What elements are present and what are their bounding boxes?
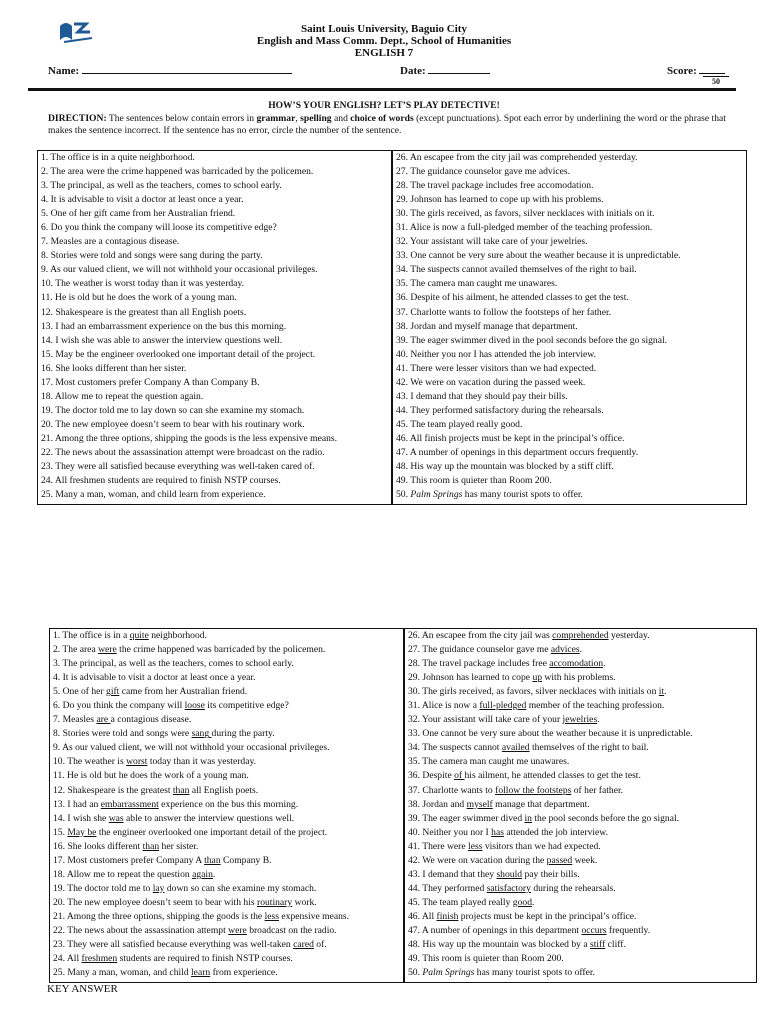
answer-text: 33. One cannot be very sure about the weather because it is unpredictable. [408,728,693,740]
direction-part: , [295,113,301,124]
error-underline: than [172,784,190,796]
answer-key-item [405,755,756,769]
error-underline: learn [191,967,211,979]
key-answer-label: KEY ANSWER [47,983,118,995]
answer-text: broadcast on the radio. [246,924,337,936]
questions-left-column [38,151,391,502]
answer-key-item [50,713,403,727]
answer-text: a contagious disease. [110,714,192,726]
answer-key-item [50,896,403,910]
answer-text: 11. He is old but he does the work of a young man. [53,770,249,782]
question-item[interactable]: 48. His way up the mountain was blocked by a stiff cliff. [396,461,614,473]
answer-key-item [405,882,756,896]
error-underline: lay [152,882,165,894]
question-item[interactable]: 46. All finish projects must be kept in the principal’s office. [396,432,625,444]
answer-text: 50. [408,967,423,979]
answer-text: students are required to finish NSTP courses. [117,953,293,965]
question-item[interactable]: 29. Johnson has learned to cope up with his problems. [396,194,604,206]
question-item[interactable]: 33. One cannot be very sure about the weather because it is unpredictable. [396,250,681,262]
error-underline: less [264,910,279,922]
answer-key-item [50,938,403,952]
answer-text: has many tourist spots to offer. [474,967,595,979]
error-underline: embarrassment [100,798,159,810]
error-underline: it [658,686,665,698]
answer-key-item [405,671,756,685]
answer-text: 19. The doctor told me to [53,882,153,894]
question-item[interactable]: 34. The suspects cannot availed themselves of the right to bail. [396,264,637,276]
answer-key-item [405,812,756,826]
answer-text: 7. Measles [53,714,97,726]
name-date-score-row [48,63,728,77]
answer-text: Company B. [220,854,272,866]
error-underline: follow the footsteps [495,784,572,796]
answer-text: 40. Neither you nor I [408,826,492,838]
question-item[interactable]: 41. There were lesser visitors than we had expected. [396,362,597,374]
answer-text: cliff. [605,939,626,951]
answer-text: 38. Jordan and [408,798,467,810]
answer-text: member of the teaching profession. [526,700,665,712]
answer-text: frequently. [606,924,651,936]
question-item[interactable]: 2. The area were the crime happened was barricaded by the policemen. [41,166,314,178]
question-item[interactable]: 23. They were all satisfied because everything was well-taken cared of. [41,461,315,473]
answer-key-item [405,840,756,854]
answer-text: 46. All [408,910,437,922]
answer-key-item [405,896,756,910]
question-item[interactable]: 9. As our valued client, we will not withhold your occasional privileges. [41,264,318,276]
question-item[interactable]: 42. We were on vacation during the passed week. [396,376,586,388]
error-underline: May be [67,826,97,838]
error-underline: up [532,672,543,684]
answer-key-item [50,657,403,671]
answer-key-item [405,713,756,727]
answer-key-item [405,741,756,755]
answer-text: 43. I demand that they [408,868,497,880]
error-underline: in [524,812,532,824]
quiz-title: HOW’S YOUR ENGLISH? LET’S PLAY DETECTIVE! [268,101,500,111]
answer-text: during the rehearsals. [530,882,616,894]
answer-key-item [50,882,403,896]
answer-key-item [50,629,403,643]
italic-title: Palm Springs [410,489,463,501]
answer-key-item [405,952,756,966]
question-item[interactable]: 38. Jordan and myself manage that department. [396,320,578,332]
question-item[interactable]: 45. The team played really good. [396,418,523,430]
direction-part: and [331,113,351,124]
answer-text: 25. Many a man, woman, and child [53,967,192,979]
question-item[interactable]: 7. Measles are a contagious disease. [41,236,180,248]
answer-text: the crime happened was barricaded by the policemen. [116,644,326,656]
answer-key-table [49,628,757,983]
answer-text: . [531,896,535,908]
answer-text: 47. A number of openings in this department [408,924,582,936]
question-item[interactable]: 1. The office is in a quite neighborhood. [41,152,195,163]
answer-text: 27. The guidance counselor gave me [408,644,551,656]
answer-key-item [50,643,403,657]
answer-text: during the party. [211,728,275,740]
answer-text: work. [292,896,317,908]
error-underline: advices [550,644,580,656]
answer-text: 44. They performed [408,882,487,894]
error-underline: routinary [257,896,293,908]
answer-text: 41. There were [408,840,469,852]
question-item[interactable]: 5. One of her gift came from her Australian friend. [41,208,236,220]
answer-text: 6. Do you think the company will [53,700,185,712]
error-underline: than [204,854,221,866]
question-item[interactable]: 24. All freshmen students are required to finish NSTP courses. [41,475,281,487]
answer-key-item [50,755,403,769]
name-field [48,63,292,77]
answer-text: 24. All [53,953,82,965]
error-underline: cared [293,939,314,951]
error-underline: myself [466,798,493,810]
answer-key-item [50,798,403,812]
answer-text: 32. Your assistant will take care of your [408,714,563,726]
question-item[interactable]: 16. She looks different than her sister. [41,362,187,374]
question-item[interactable]: 49. This room is quieter than Room 200. [396,475,552,487]
answer-key-item [50,854,403,868]
question-item[interactable]: 11. He is old but he does the work of a young man. [41,292,237,304]
direction-label: DIRECTION: [48,113,107,124]
answer-key-item [50,840,403,854]
answer-text: experience on the bus this morning. [158,798,299,810]
date-blank[interactable] [428,63,490,74]
answer-text: 4. It is advisable to visit a doctor at least once a year. [53,672,256,684]
answer-key-item [50,727,403,741]
answer-key-item [50,685,403,699]
answer-key-item [405,924,756,938]
answer-key-item [405,769,756,783]
error-underline: should [496,868,523,880]
answer-text: 14. I wish she [53,812,109,824]
error-underline: sang [191,728,212,740]
error-underline: less [468,840,483,852]
direction-text [48,113,730,137]
answer-text: 3. The principal, as well as the teachers, comes to school early. [53,658,294,670]
error-underline: stiff [589,939,606,951]
error-underline: than [142,840,160,852]
answer-text: from experience. [210,967,278,979]
answer-text: pay their bills. [522,868,580,880]
question-item[interactable]: 39. The eager swimmer dived in the pool seconds before the go signal. [396,334,668,346]
question-item[interactable]: 36. Despite of his ailment, he attended classes to get the test. [396,292,629,304]
answer-key-left-column [50,629,403,980]
error-underline: comprehended [552,630,609,641]
question-item[interactable]: 40. Neither you nor I has attended the job interview. [396,348,596,360]
answer-text: themselves of the right to bail. [529,742,649,754]
question-item[interactable]: 31. Alice is now a full-pledged member of the teaching profession. [396,222,653,234]
answer-key-item [405,699,756,713]
question-item[interactable]: 3. The principal, as well as the teachers, comes to school early. [41,180,282,192]
answer-text: expensive means. [278,910,350,922]
answer-text: . [597,714,600,726]
answer-text: 23. They were all satisfied because everything was well-taken [53,939,294,951]
answer-text: 16. She looks different [53,840,143,852]
answer-text: . [212,868,216,880]
answer-text: the pool seconds before the go signal. [531,812,680,824]
answer-text: with his problems. [542,672,616,684]
error-underline: gift [106,686,120,698]
department-name: English and Mass Comm. Dept., School of Humanities [256,35,512,47]
answer-text: able to answer the interview questions well. [123,812,295,824]
answer-text: 8. Stories were told and songs were [53,728,192,740]
question-item[interactable]: 22. The news about the assassination attempt were broadcast on the radio. [41,446,325,458]
answer-text: 1. The office is in a [53,630,130,641]
question-item[interactable]: 32. Your assistant will take care of your jewelries. [396,236,588,248]
error-underline: again [192,868,213,880]
answer-key-item [405,910,756,924]
answer-text: 30. The girls received, as favors, silver necklaces with initials on [408,686,659,698]
question-item[interactable]: 6. Do you think the company will loose its competitive edge? [41,222,277,234]
question-item[interactable]: 10. The weather is worst today than it was yesterday. [41,278,245,290]
answer-text: 34. The suspects cannot [408,742,502,754]
answer-text: 42. We were on vacation during the [408,854,547,866]
error-underline: full-pledged [479,700,527,712]
score-blank[interactable] [699,63,725,74]
answer-key-item [50,924,403,938]
name-blank[interactable] [82,63,292,74]
question-item[interactable]: 50. Palm Springs has many tourist spots to offer. [396,489,583,501]
answer-key-item [405,854,756,868]
answer-text: 18. Allow me to repeat the question [53,868,193,880]
answer-text: . [603,658,606,670]
questions-right-column [393,151,746,502]
error-underline: jewelries [562,714,598,726]
question-item[interactable]: 4. It is advisable to visit a doctor at least once a year. [41,194,244,206]
answer-text: projects must be kept in the principal’s office. [458,910,637,922]
answer-key-right-column [405,629,756,980]
answer-key-item [405,938,756,952]
answer-text: 17. Most customers prefer Company A [53,854,205,866]
answer-key-item [405,826,756,840]
answer-text: came from her Australian friend. [119,686,248,698]
question-item[interactable]: 44. They performed satisfactory during the rehearsals. [396,404,604,416]
direction-emphasis: grammar [256,113,296,124]
answer-key-item [405,629,756,643]
answer-text: her sister. [159,840,199,852]
answer-text: visitors than we had expected. [482,840,601,852]
answer-text: 15. [53,826,68,838]
error-underline: has [491,826,504,838]
score-field [667,63,725,77]
error-underline: satisfactory [486,882,531,894]
answer-key-item [50,868,403,882]
error-underline: finish [436,910,459,922]
answer-text: his ailment, he attended classes to get the test. [464,770,641,782]
error-underline: of [454,770,465,782]
answer-text: week. [572,854,598,866]
answer-key-item [50,910,403,924]
question-item[interactable]: 8. Stories were told and songs were sang during the party. [41,250,263,262]
answer-key-item [405,685,756,699]
answer-text: 49. This room is quieter than Room 200. [408,953,564,965]
answer-key-item [405,798,756,812]
question-item[interactable]: 21. Among the three options, shipping the goods is the less expensive means. [41,432,338,444]
error-underline: worst [126,756,148,768]
question-item[interactable]: 17. Most customers prefer Company A than Company B. [41,376,260,388]
answer-key-item [405,657,756,671]
answer-text: 45. The team played really [408,896,513,908]
question-item[interactable]: 28. The travel package includes free accomodation. [396,180,594,192]
error-underline: were [228,924,247,936]
answer-text: all English poets. [189,784,259,796]
answer-text: 10. The weather is [53,756,127,768]
questions-table [37,150,747,505]
answer-key-item [50,671,403,685]
answer-text: manage that department. [492,798,590,810]
answer-key-item [405,784,756,798]
answer-key-item [50,699,403,713]
answer-text: 39. The eager swimmer dived [408,812,525,824]
error-underline: freshmen [81,953,118,965]
header-rule [28,88,736,91]
answer-key-item [50,952,403,966]
error-underline: good [512,896,532,908]
direction-part: (except punctuations). Spot each error by underlining the word or the phrase that makes the sentence incorrect. If the sentence has no error, circle the number of the sentence. [48,113,726,136]
answer-key-item [50,741,403,755]
answer-text: attended the job interview. [503,826,609,838]
answer-text: 21. Among the three options, shipping the goods is the [53,910,265,922]
answer-text: 9. As our valued client, we will not withhold your occasional privileges. [53,742,330,754]
answer-text: 5. One of her [53,686,107,698]
italic-title: Palm Springs [422,967,475,979]
answer-text: today than it was yesterday. [147,756,257,768]
direction-part: The sentences below contain errors in [106,113,257,124]
answer-text: its competitive edge? [204,700,289,712]
score-label: Score: [667,65,697,77]
answer-key-item [50,769,403,783]
date-field [400,63,490,77]
answer-text: down so can she examine my stomach. [164,882,317,894]
question-item[interactable]: 26. An escapee from the city jail was comprehended yesterday. [396,152,638,163]
question-item[interactable]: 47. A number of openings in this department occurs frequently. [396,446,639,458]
question-item[interactable]: 35. The camera man caught me unawares. [396,278,558,290]
question-item[interactable]: 19. The doctor told me to lay down so can she examine my stomach. [41,404,305,416]
question-item[interactable]: 30. The girls received, as favors, silver necklaces with initials on it. [396,208,655,220]
error-underline: passed [546,854,573,866]
answer-text: 20. The new employee doesn’t seem to bear with his [53,896,257,908]
question-item[interactable]: 37. Charlotte wants to follow the footsteps of her father. [396,306,612,318]
answer-text: 36. Despite [408,770,455,782]
question-item[interactable]: 18. Allow me to repeat the question again. [41,390,204,402]
answer-text: 29. Johnson has learned to cope [408,672,533,684]
answer-text: 26. An escapee from the city jail was [408,630,553,641]
answer-key-item [405,868,756,882]
answer-text: 12. Shakespeare is the greatest [53,784,173,796]
answer-text: 31. Alice is now a [408,700,480,712]
score-total: 50 [703,76,729,86]
answer-text: of her father. [571,784,624,796]
course-name: ENGLISH 7 [354,47,414,59]
error-underline: was [108,812,124,824]
question-item[interactable]: 43. I demand that they should pay their bills. [396,390,568,402]
university-name: Saint Louis University, Baguio City [301,23,467,35]
error-underline: quite [129,630,149,641]
direction-emphasis: spelling [300,113,332,124]
answer-key-item [405,643,756,657]
answer-key-item [405,727,756,741]
answer-text: 22. The news about the assassination attempt [53,924,229,936]
answer-text: . [664,686,667,698]
answer-text: 35. The camera man caught me unawares. [408,756,570,768]
date-label: Date: [400,65,426,77]
question-item[interactable]: 25. Many a man, woman, and child learn from experience. [41,489,266,501]
name-label: Name: [48,65,80,77]
question-item[interactable]: 15. May be the engineer overlooked one important detail of the project. [41,348,316,360]
error-underline: were [98,644,117,656]
answer-text: . [579,644,583,656]
error-underline: accomodation [549,658,604,670]
error-underline: availed [501,742,530,754]
answer-text: yesterday. [608,630,650,641]
answer-key-item [50,826,403,840]
answer-text: 48. His way up the mountain was blocked by a [408,939,590,951]
answer-key-item [50,784,403,798]
answer-key-item [50,966,403,980]
answer-key-item [405,966,756,980]
question-item[interactable]: 14. I wish she was able to answer the interview questions well. [41,334,283,346]
answer-text: 28. The travel package includes free [408,658,550,670]
answer-text: 13. I had an [53,798,101,810]
answer-text: of. [313,939,327,951]
answer-key-item [50,812,403,826]
answer-text: neighborhood. [148,630,207,641]
question-item[interactable]: 13. I had an embarrassment experience on the bus this morning. [41,320,287,332]
question-item[interactable]: 20. The new employee doesn’t seem to bear with his routinary work. [41,418,305,430]
question-item[interactable]: 12. Shakespeare is the greatest than all English poets. [41,306,247,318]
error-underline: are [96,714,111,726]
answer-text: 37. Charlotte wants to [408,784,496,796]
error-underline: occurs [581,924,607,936]
question-item[interactable]: 27. The guidance counselor gave me advices. [396,166,571,178]
answer-text: 2. The area [53,644,99,656]
answer-text: the engineer overlooked one important detail of the project. [96,826,328,838]
direction-emphasis: choice of words [350,113,414,124]
error-underline: loose [184,700,205,712]
